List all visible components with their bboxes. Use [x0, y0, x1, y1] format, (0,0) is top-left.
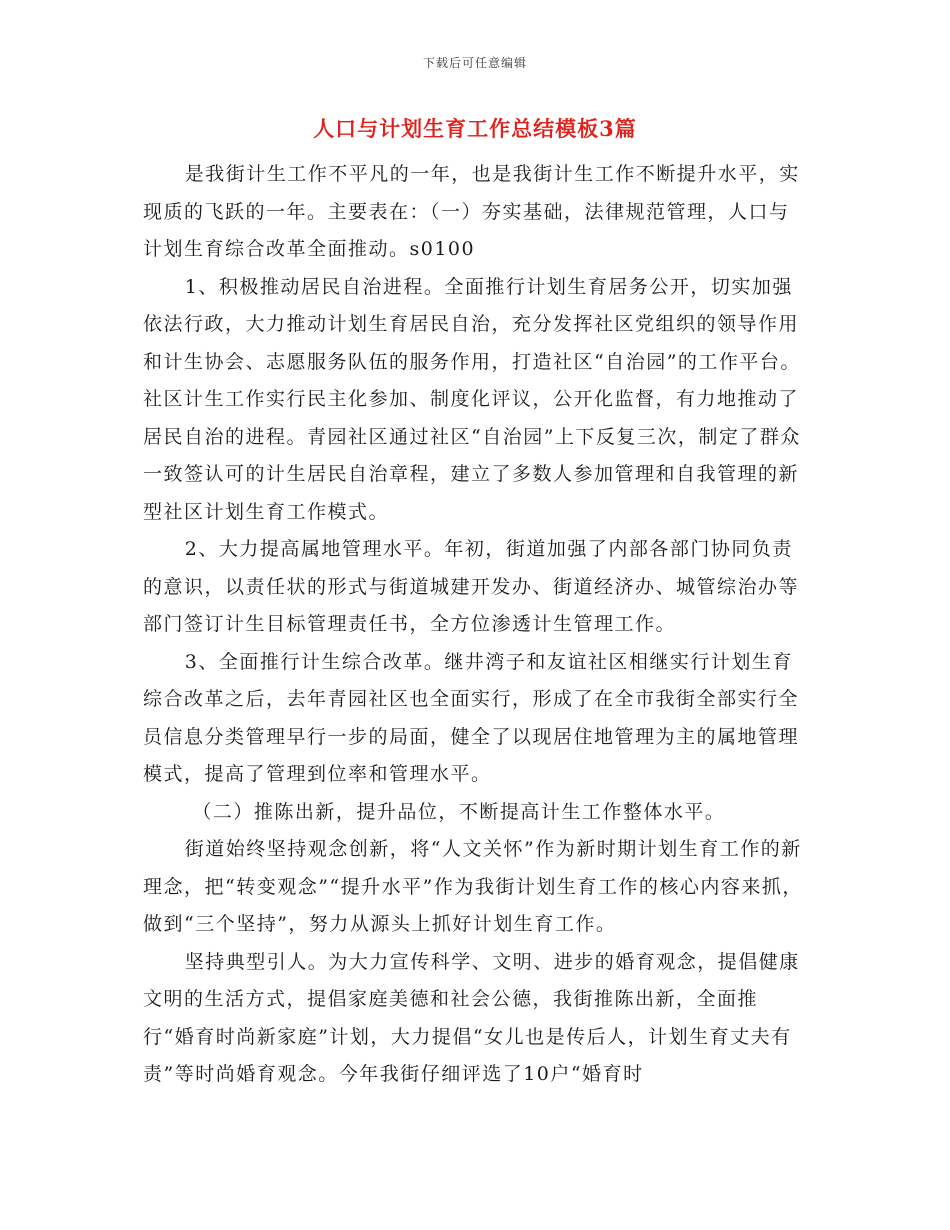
header-note: 下载后可任意编辑 — [422, 56, 527, 70]
document-body — [143, 156, 807, 1094]
paragraph-example: 坚持典型引人。为大力宣传科学、文明、进步的婚育观念，提倡健康文明的生活方式，提倡家庭美德和社会公德，我街推陈出新，全面推行“婚育时尚新家庭”计划，大力提倡“女儿也是传后人，计划生育丈夫有责”等时尚婚育观念。今年我街仔细评选了10户“婚育时 — [143, 950, 800, 1085]
paragraph-item-1: 1、积极推动居民自治进程。全面推行计划生育居务公开，切实加强依法行政，大力推动计划生育居民自治，充分发挥社区党组织的领导作用和计生协会、志愿服务队伍的服务作用，打造社区“自治园”的工作平台。社区计生工作实行民主化参加、制度化评议，公开化监督，有力地推动了居民自治的进程。青园社区通过社区“自治园”上下反复三次，制定了群众一致签认可的计生居民自治章程，建立了多数人参加管理和自我管理的新型社区计划生育工作模式。 — [143, 275, 801, 523]
section-heading: （二）推陈出新，提升品位，不断提高计生工作整体水平。 — [192, 800, 726, 823]
paragraph-item-2: 2、大力提高属地管理水平。年初，街道加强了内部各部门协同负责的意识，以责任状的形式与街道城建开发办、街道经济办、城管综治办等部门签订计生目标管理责任书，全方位渗透计生管理工作。 — [143, 538, 800, 635]
paragraph-intro: 是我街计生工作不平凡的一年，也是我街计生工作不断提升水平，实现质的飞跃的一年。主要表在：（一）夯实基础，法律规范管理，人口与计划生育综合改革全面推动。s0100 — [143, 163, 800, 260]
paragraph-concept: 街道始终坚持观念创新，将“人文关怀”作为新时期计划生育工作的新理念，把“转变观念”“提升水平”作为我街计划生育工作的核心内容来抓，做到“三个坚持”，努力从源头上抓好计划生育工作。 — [143, 838, 803, 935]
document-title: 人口与计划生育工作总结模板3篇 — [313, 116, 637, 141]
paragraph-item-3: 3、全面推行计生综合改革。继井湾子和友谊社区相继实行计划生育综合改革之后，去年青园社区也全面实行，形成了在全市我街全部实行全员信息分类管理早行一步的局面，健全了以现居住地管理为主的属地管理模式，提高了管理到位率和管理水平。 — [143, 650, 800, 785]
